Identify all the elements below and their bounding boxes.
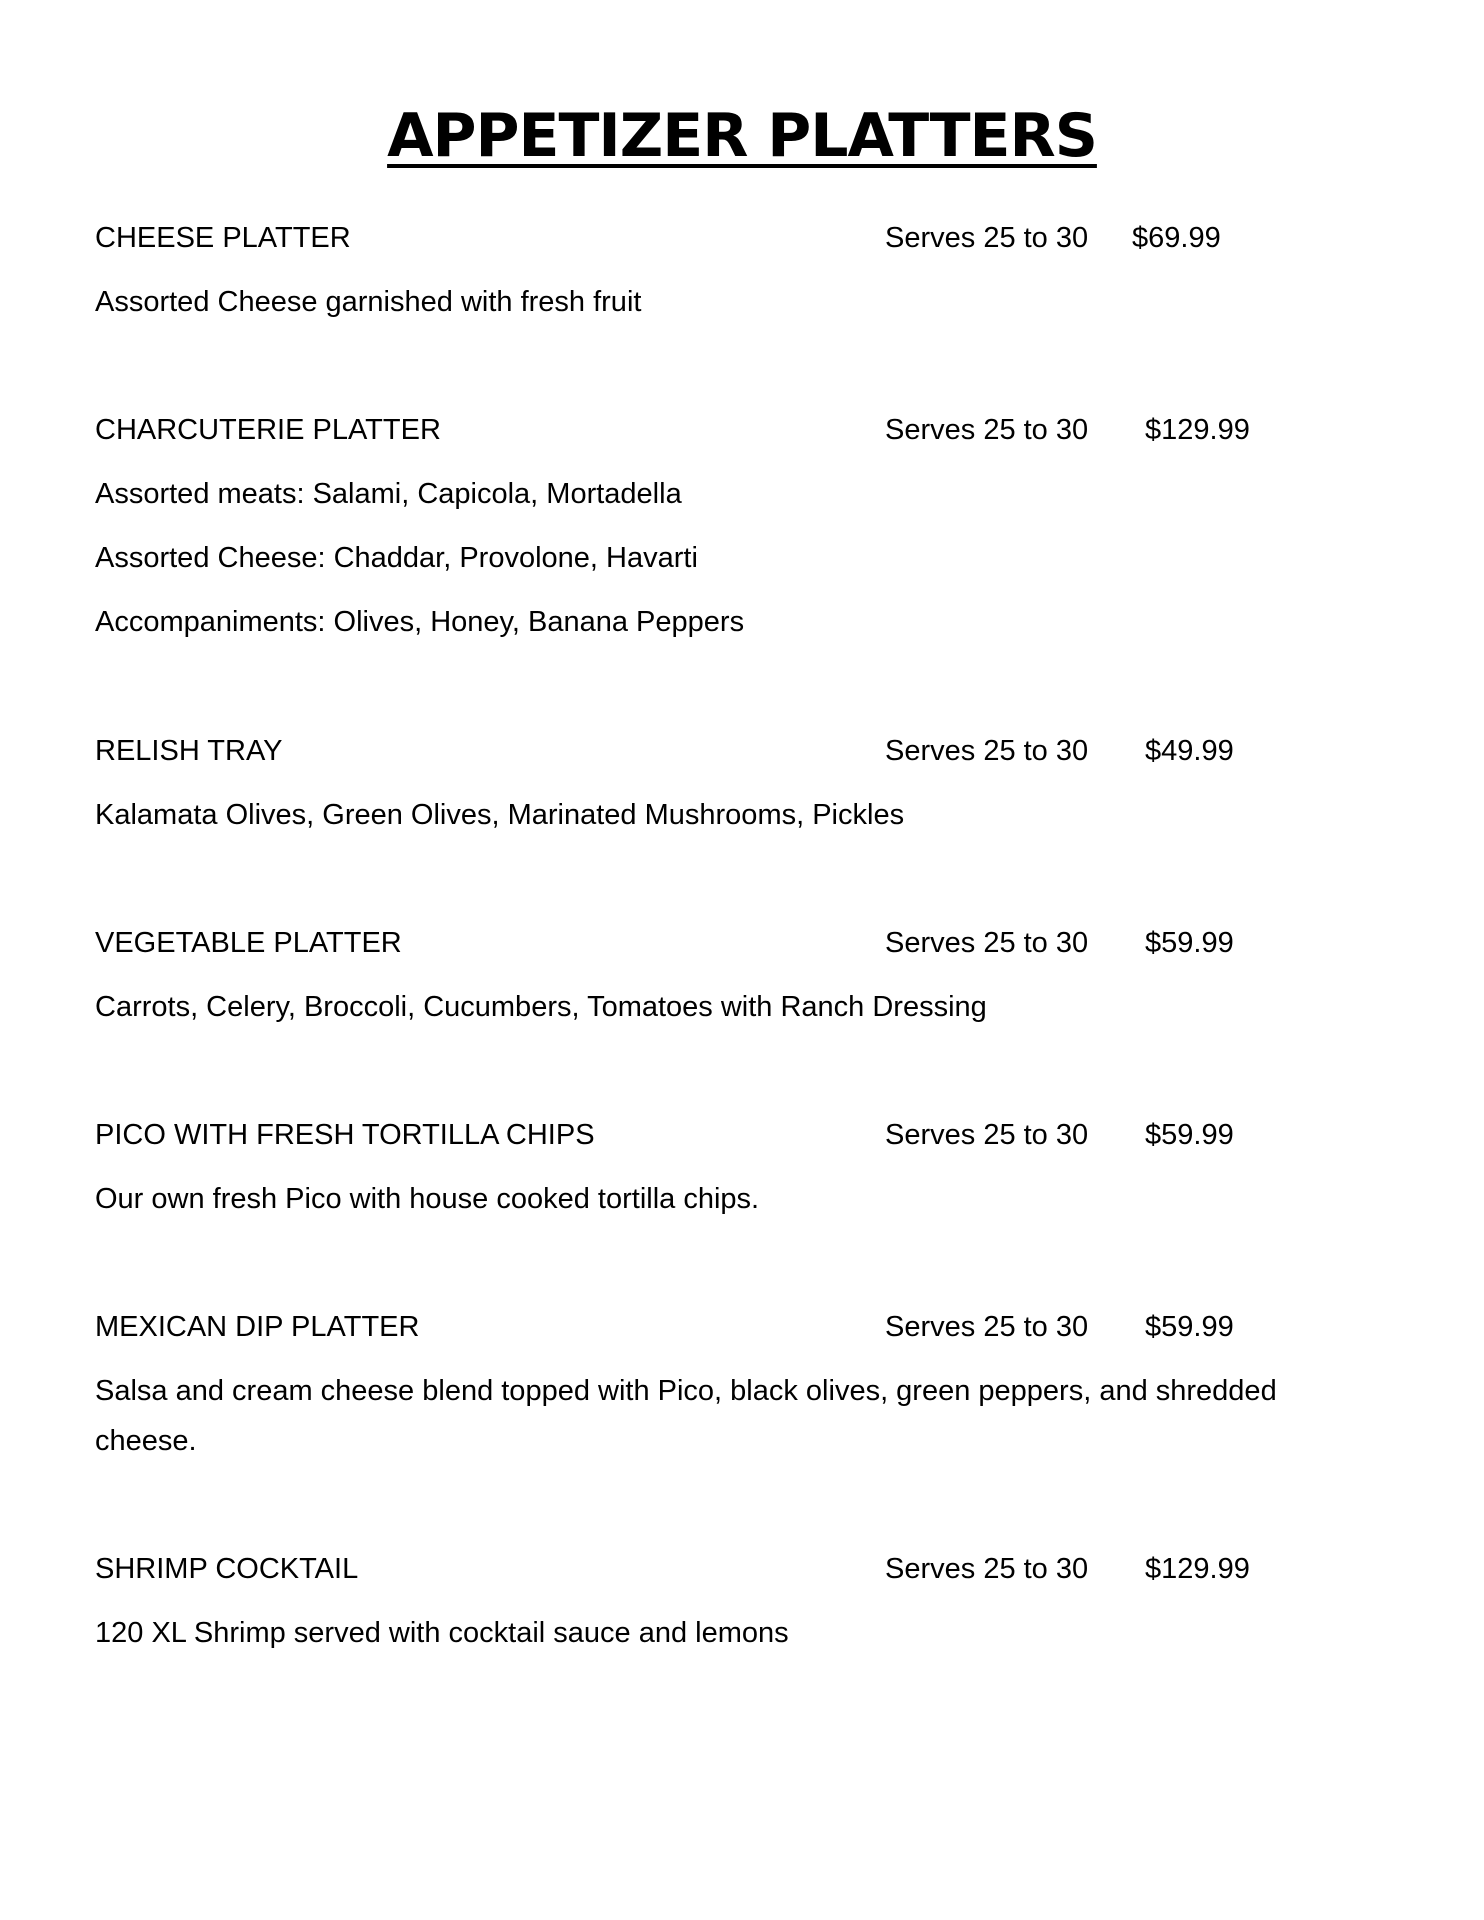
menu-item-header [95,731,1395,771]
item-name: CHEESE PLATTER [95,222,351,254]
item-name: PICO WITH FRESH TORTILLA CHIPS [95,1119,595,1151]
menu-item-relish-tray [95,731,1395,840]
item-serves: Serves 25 to 30 [885,414,1089,446]
item-serves: Serves 25 to 30 [885,1311,1089,1343]
item-name: RELISH TRAY [95,735,283,767]
item-price: $69.99 [1132,222,1221,254]
menu-item-shrimp-cocktail [95,1549,1395,1658]
menu-item-header [95,923,1395,963]
menu-item-header [95,1549,1395,1589]
menu-item-mexican-dip-platter [95,1307,1395,1466]
menu-item-vegetable-platter [95,923,1395,1032]
page-title [0,100,1484,172]
menu-item-pico-tortilla-chips [95,1115,1395,1224]
item-serves: Serves 25 to 30 [885,1553,1089,1585]
page-title-text: APPETIZER PLATTERS [387,101,1097,171]
item-description-line: Accompaniments: Olives, Honey, Banana Peppers [95,606,745,638]
item-description: Salsa and cream cheese blend topped with Pico, black olives, green peppers, and shredded cheese. [95,1375,1277,1457]
menu-item-header [95,410,1395,450]
item-description: Our own fresh Pico with house cooked tortilla chips. [95,1183,760,1215]
item-description: Carrots, Celery, Broccoli, Cucumbers, Tomatoes with Ranch Dressing [95,991,987,1023]
item-serves: Serves 25 to 30 [885,222,1089,254]
item-serves: Serves 25 to 30 [885,735,1089,767]
item-price: $129.99 [1145,1553,1250,1585]
item-serves: Serves 25 to 30 [885,1119,1089,1151]
menu-item-header [95,218,1395,258]
item-price: $59.99 [1145,1119,1234,1151]
item-price: $129.99 [1145,414,1250,446]
item-name: MEXICAN DIP PLATTER [95,1311,420,1343]
item-price: $59.99 [1145,1311,1234,1343]
item-description: Assorted Cheese garnished with fresh fruit [95,286,642,318]
item-description: Kalamata Olives, Green Olives, Marinated Mushrooms, Pickles [95,799,905,831]
item-name: CHARCUTERIE PLATTER [95,414,441,446]
menu-item-cheese-platter [95,218,1395,327]
item-price: $49.99 [1145,735,1234,767]
menu-item-charcuterie-platter [95,410,1395,647]
item-price: $59.99 [1145,927,1234,959]
menu-item-header [95,1307,1395,1347]
item-description-line: Assorted meats: Salami, Capicola, Mortadella [95,478,682,510]
item-description-line: Assorted Cheese: Chaddar, Provolone, Havarti [95,542,698,574]
menu-item-header [95,1115,1395,1155]
item-description: 120 XL Shrimp served with cocktail sauce and lemons [95,1617,789,1649]
item-name: SHRIMP COCKTAIL [95,1553,359,1585]
item-serves: Serves 25 to 30 [885,927,1089,959]
item-name: VEGETABLE PLATTER [95,927,402,959]
